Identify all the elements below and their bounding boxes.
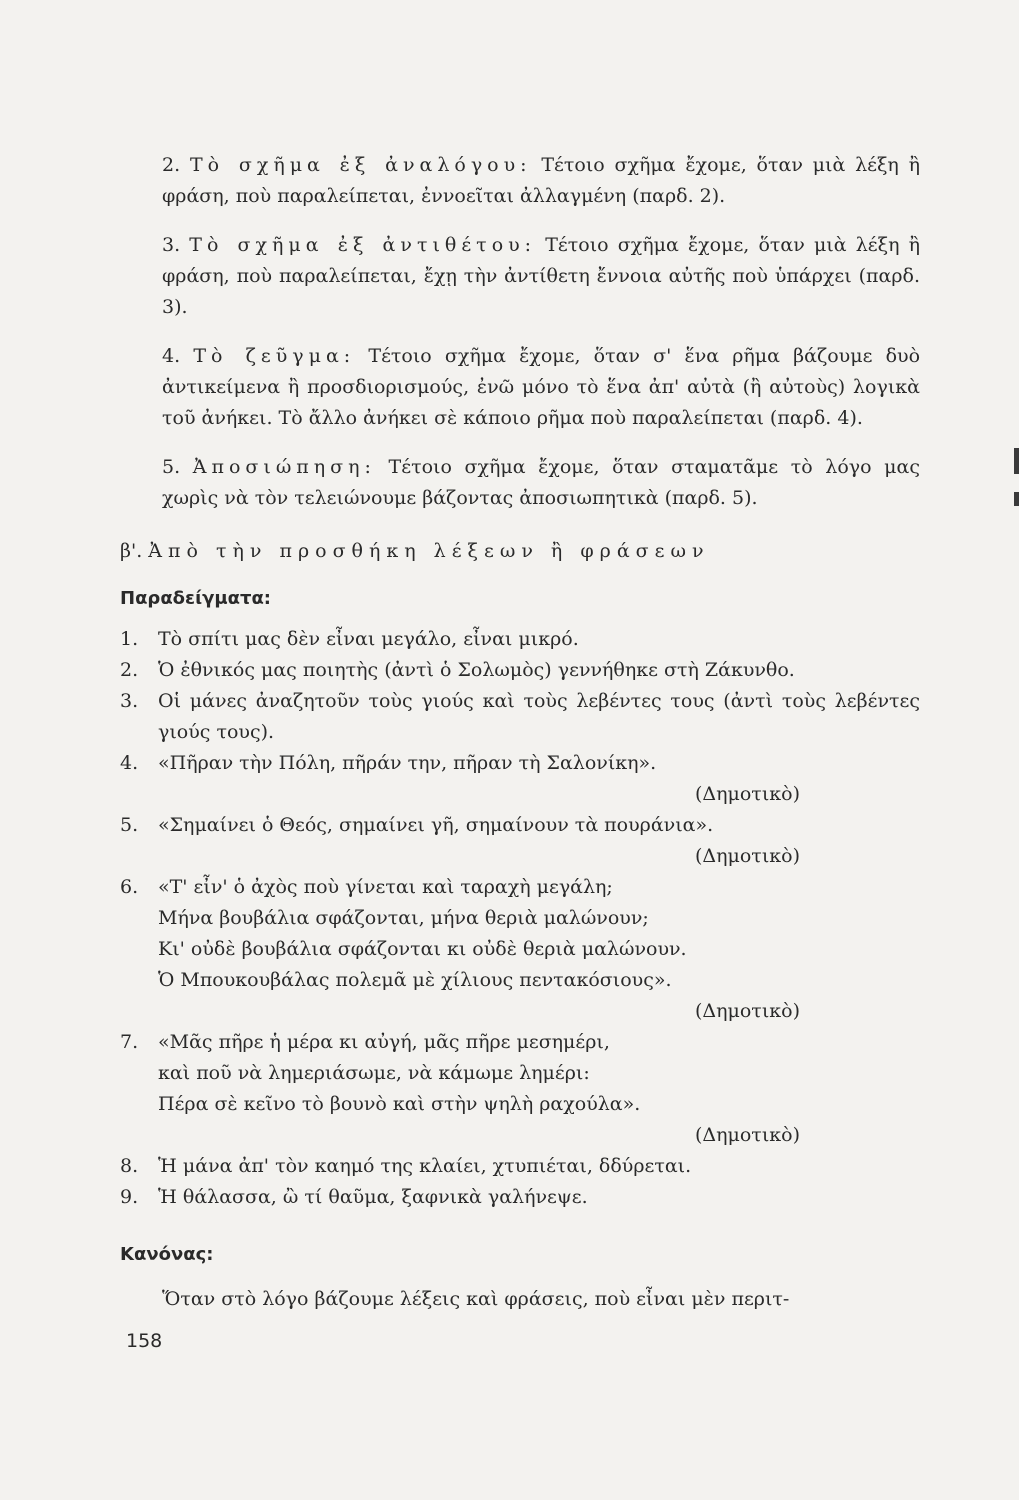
scan-edge-mark	[1014, 448, 1019, 474]
section-title: Ἀπὸ τὴν προσθήκη λέξεων ἢ φράσεων	[148, 540, 710, 562]
page-text	[120, 150, 920, 1315]
example-item: 9. Ἡ θάλασσα, ὢ τί θαῦμα, ξαφνικὰ γαλήνεψε.	[120, 1186, 588, 1208]
paragraph-3: 3. Τὸ σχῆμα ἐξ ἀντιθέτου: Τέτοιο σχῆμα ἔχομε, ὅταν μιὰ λέξη ἢ φράση, ποὺ παραλείπεται, ἔχῃ τὴν ἀντίθετη ἔννοια αὐτῆς ποὺ ὑπάρχει (παρδ. 3).	[162, 234, 920, 318]
paragraph-body: Τέτοιο σχῆμα ἔχομε, ὅταν μιὰ λέξη ἢ φράση, ποὺ παραλείπεται, ἐννοεῖται ἀλλαγμένη (παρδ. 2).	[162, 154, 920, 207]
term: Τὸ σχῆμα ἐξ ἀναλόγου:	[189, 154, 532, 176]
example-item: 5. «Σημαίνει ὁ Θεός, σημαίνει γῆ, σημαίνουν τὰ πουράνια». (Δημοτικὸ)	[120, 810, 920, 872]
paragraph-body: Τέτοιο σχῆμα ἔχομε, ὅταν σταματᾶμε τὸ λόγο μας χωρὶς νὰ τὸν τελειώνουμε βάζοντας ἀποσιωπητικὰ (παρδ. 5).	[162, 456, 920, 509]
rule-text: Ὅταν στὸ λόγο βάζουμε λέξεις καὶ φράσεις, ποὺ εἶναι μὲν περιτ-	[162, 1288, 790, 1310]
paragraph-5: 5. Ἀποσιώπηση: Τέτοιο σχῆμα ἔχομε, ὅταν σταματᾶμε τὸ λόγο μας χωρὶς νὰ τὸν τελειώνουμε βάζοντας ἀποσιωπητικὰ (παρδ. 5).	[162, 456, 920, 509]
example-item: 1. Τὸ σπίτι μας δὲν εἶναι μεγάλο, εἶναι μικρό.	[120, 628, 579, 650]
page-number: 158	[126, 1330, 163, 1352]
term: Τὸ σχῆμα ἐξ ἀντιθέτου:	[189, 234, 537, 256]
paragraph-body: Τέτοιο σχῆμα ἔχομε, ὅταν σ' ἕνα ρῆμα βάζουμε δυὸ ἀντικείμενα ἢ προσδιορισμούς, ἐνῶ μόνο τὸ ἕνα ἀπ' αὐτὰ (ἢ αὐτοὺς) λογικὰ τοῦ ἀνήκει. Τὸ ἄλλο ἀνήκει σὲ κάποιο ρῆμα ποὺ παραλείπεται (παρδ. 4).	[162, 345, 921, 429]
term: Τὸ ζεῦγμα:	[193, 345, 356, 367]
scan-edge-mark	[1014, 492, 1019, 506]
paragraph-2: 2. Τὸ σχῆμα ἐξ ἀναλόγου: Τέτοιο σχῆμα ἔχομε, ὅταν μιὰ λέξη ἢ φράση, ποὺ παραλείπεται, ἐννοεῖται ἀλλαγμένη (παρδ. 2).	[162, 154, 920, 207]
source-label: (Δημοτικὸ)	[695, 783, 800, 805]
example-item: 6. «Τ' εἶν' ὁ ἀχὸς ποὺ γίνεται καὶ ταραχὴ μεγάλη; Μήνα βουβάλια σφάζονται, μήνα θεριὰ μαλώνουν; Κι' οὐδὲ βουβάλια σφάζονται κι οὐδὲ θεριὰ μαλώνουν. Ὁ Μπουκουβάλας πολεμᾶ μὲ χίλιους πεντακόσιους». (Δημοτικὸ)	[120, 872, 920, 1027]
section-heading: β'. Ἀπὸ τὴν προσθήκη λέξεων ἢ φράσεων	[120, 540, 710, 562]
examples-list	[120, 624, 920, 1213]
example-item: 2. Ὁ ἐθνικός μας ποιητὴς (ἀντὶ ὁ Σολωμὸς) γεννήθηκε στὴ Ζάκυνθο.	[120, 659, 795, 681]
example-item: 4. «Πῆραν τὴν Πόλη, πῆράν την, πῆραν τὴ Σαλονίκη». (Δημοτικὸ)	[120, 748, 920, 810]
source-label: (Δημοτικὸ)	[695, 1000, 800, 1022]
paragraph-body: Τέτοιο σχῆμα ἔχομε, ὅταν μιὰ λέξη ἢ φράση, ποὺ παραλείπεται, ἔχῃ τὴν ἀντίθετη ἔννοια αὐτῆς ποὺ ὑπάρχει (παρδ. 3).	[162, 234, 920, 318]
source-label: (Δημοτικὸ)	[695, 845, 800, 867]
paragraph-4: 4. Τὸ ζεῦγμα: Τέτοιο σχῆμα ἔχομε, ὅταν σ' ἕνα ρῆμα βάζουμε δυὸ ἀντικείμενα ἢ προσδιορισμούς, ἐνῶ μόνο τὸ ἕνα ἀπ' αὐτὰ (ἢ αὐτοὺς) λογικὰ τοῦ ἀνήκει. Τὸ ἄλλο ἀνήκει σὲ κάποιο ρῆμα ποὺ παραλείπεται (παρδ. 4).	[162, 345, 921, 429]
examples-heading: Παραδείγματα:	[120, 588, 272, 609]
term: Ἀποσιώπηση:	[192, 456, 376, 478]
example-item: 8. Ἡ μάνα ἀπ' τὸν καημό της κλαίει, χτυπιέται, δδύρεται.	[120, 1155, 692, 1177]
rule-heading: Κανόνας:	[120, 1244, 214, 1265]
example-item: 7. «Μᾶς πῆρε ἡ μέρα κι αὐγή, μᾶς πῆρε μεσημέρι, καὶ ποῦ νὰ λημεριάσωμε, νὰ κάμωμε λημέρι: Πέρα σὲ κεῖνο τὸ βουνὸ καὶ στὴν ψηλὴ ραχούλα». (Δημοτικὸ)	[120, 1027, 920, 1151]
example-item: 3. Οἱ μάνες ἀναζητοῦν τοὺς γιούς καὶ τοὺς λεβέντες τους (ἀντὶ τοὺς λεβέντες γιούς τους).	[120, 690, 920, 743]
source-label: (Δημοτικὸ)	[695, 1124, 800, 1146]
